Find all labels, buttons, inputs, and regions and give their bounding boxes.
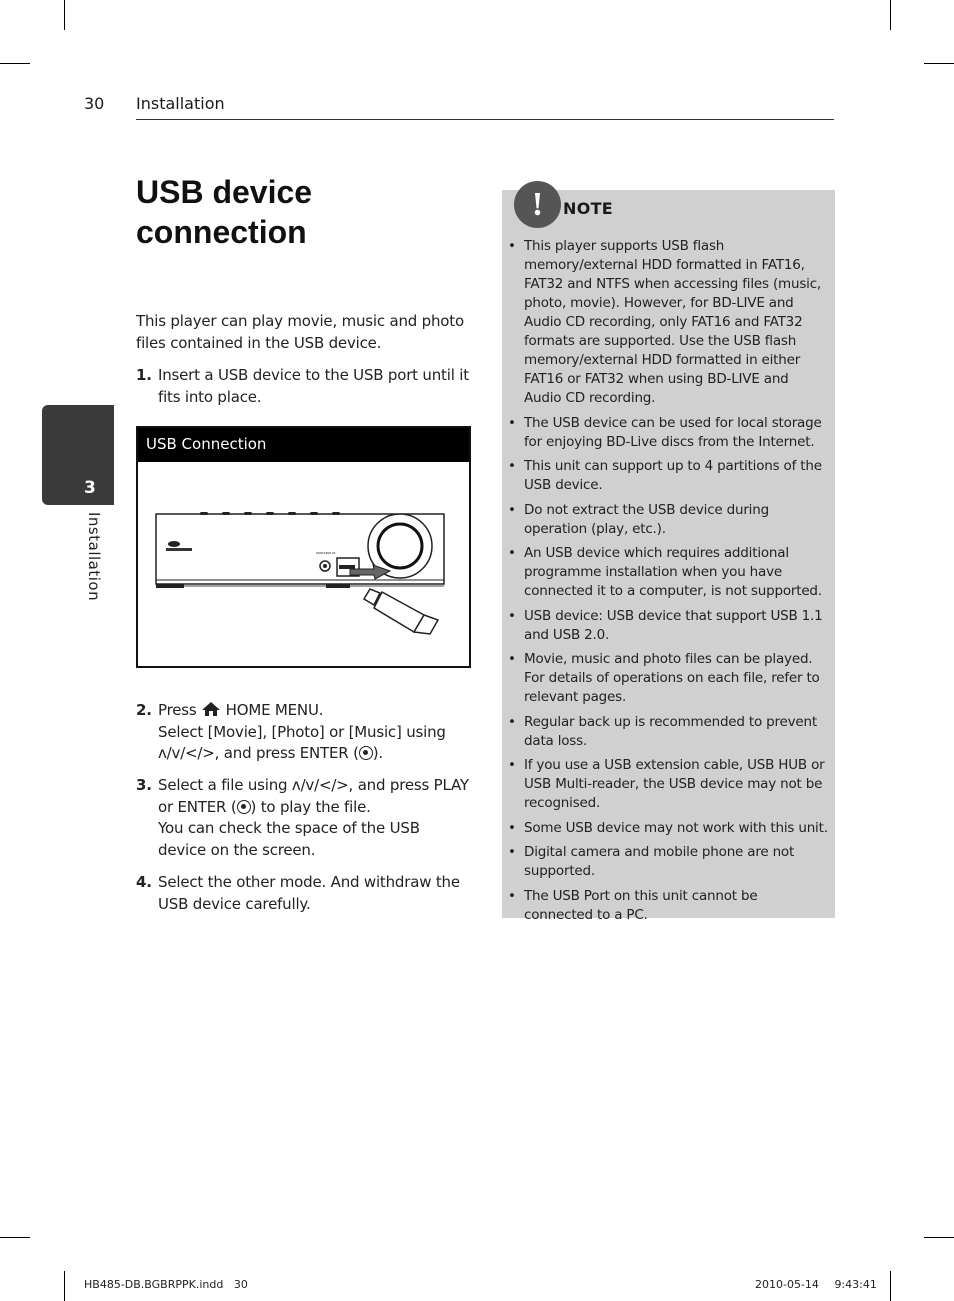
usb-connection-figure	[136, 426, 471, 668]
exclamation-icon: !	[514, 181, 561, 228]
enter-icon	[237, 800, 251, 814]
crop-mark	[64, 1271, 65, 1301]
note-title: NOTE	[563, 199, 614, 218]
step-number: 2.	[136, 701, 152, 719]
figure-caption: USB Connection	[138, 428, 469, 462]
step-text: Select [Movie], [Photo] or [Music] using	[158, 722, 446, 741]
step-text: Insert a USB device to the USB port until it fits into place.	[158, 366, 469, 406]
note-item: • If you use a USB extension cable, USB HUB or USB Multi-reader, the USB device may not be recognised.	[508, 756, 828, 813]
footer-date-value: 2010-05-14	[755, 1278, 819, 1291]
note-item: • USB device: USB device that support USB 1.1 and USB 2.0.	[508, 607, 828, 645]
player-usb-illustration	[138, 462, 469, 662]
footer-filename: HB485-DB.BGBRPPK.indd 30	[84, 1278, 248, 1291]
note-item: • Digital camera and mobile phone are not supported.	[508, 843, 828, 881]
step-2	[136, 700, 471, 765]
header-rule	[136, 119, 834, 120]
crop-mark	[64, 0, 65, 30]
step-text: ).	[372, 744, 383, 762]
chapter-tab	[42, 405, 114, 505]
note-item: • Movie, music and photo files can be played. For details of operations on each file, refer to relevant pages.	[508, 650, 828, 707]
home-icon	[201, 701, 221, 717]
crop-mark	[0, 63, 30, 64]
step-number: 3.	[136, 776, 152, 794]
step-1	[136, 365, 471, 408]
footer-time: 9:43:41	[834, 1278, 877, 1291]
step-text: ) to play the file.	[250, 797, 371, 816]
usb-stick-icon	[364, 589, 438, 634]
page-number: 30	[84, 94, 105, 113]
enter-icon	[359, 746, 373, 760]
crop-mark	[890, 1271, 891, 1301]
crop-mark	[924, 1237, 954, 1238]
step-text: You can check the space of the USB device on the screen.	[158, 819, 420, 859]
page-title: USB device connection	[136, 174, 313, 250]
intro-paragraph: This player can play movie, music and photo files contained in the USB device.	[136, 312, 464, 352]
step-number: 4.	[136, 873, 152, 891]
crop-mark	[924, 63, 954, 64]
step-4	[136, 872, 471, 915]
step-3	[136, 775, 471, 861]
svg-text:PORTABLE IN: PORTABLE IN	[316, 551, 336, 555]
note-item: • Some USB device may not work with this unit.	[508, 819, 828, 838]
note-item: • This player supports USB flash memory/external HDD formatted in FAT16, FAT32 and NTFS when accessing files (music, photo, movie). However, for BD-LIVE and Audio CD recording, only FAT16 and FAT32 formats are supported. Use the USB flash memory/external HDD formatted in either FAT16 or FAT32 when using BD-LIVE and Audio CD recording.	[508, 237, 828, 408]
step-text: ʌ/v/</>, and press ENTER (	[158, 744, 359, 762]
step-text: Press	[158, 701, 197, 719]
note-item: • An USB device which requires additional programme installation when you have connected it to a computer, is not supported.	[508, 544, 828, 601]
note-item: • This unit can support up to 4 partitions of the USB device.	[508, 457, 828, 495]
step-text: Select the other mode. And withdraw the USB device carefully.	[158, 873, 460, 913]
step-text: Select a file using ʌ/v/</>, and press PLAY or ENTER (	[158, 776, 469, 816]
chapter-number: 3	[84, 478, 96, 498]
note-item: • The USB Port on this unit cannot be connected to a PC.	[508, 887, 828, 925]
note-item: • Regular back up is recommended to prevent data loss.	[508, 713, 828, 751]
step-text: HOME MENU.	[225, 701, 324, 719]
crop-mark	[890, 0, 891, 30]
note-list	[508, 237, 828, 930]
note-item: • Do not extract the USB device during operation (play, etc.).	[508, 501, 828, 539]
section-title: Installation	[136, 94, 225, 113]
crop-mark	[0, 1237, 30, 1238]
footer-date	[755, 1278, 877, 1291]
step-number: 1.	[136, 366, 152, 384]
chapter-label: Installation	[85, 512, 103, 602]
note-item: • The USB device can be used for local storage for enjoying BD-Live discs from the Internet.	[508, 414, 828, 452]
